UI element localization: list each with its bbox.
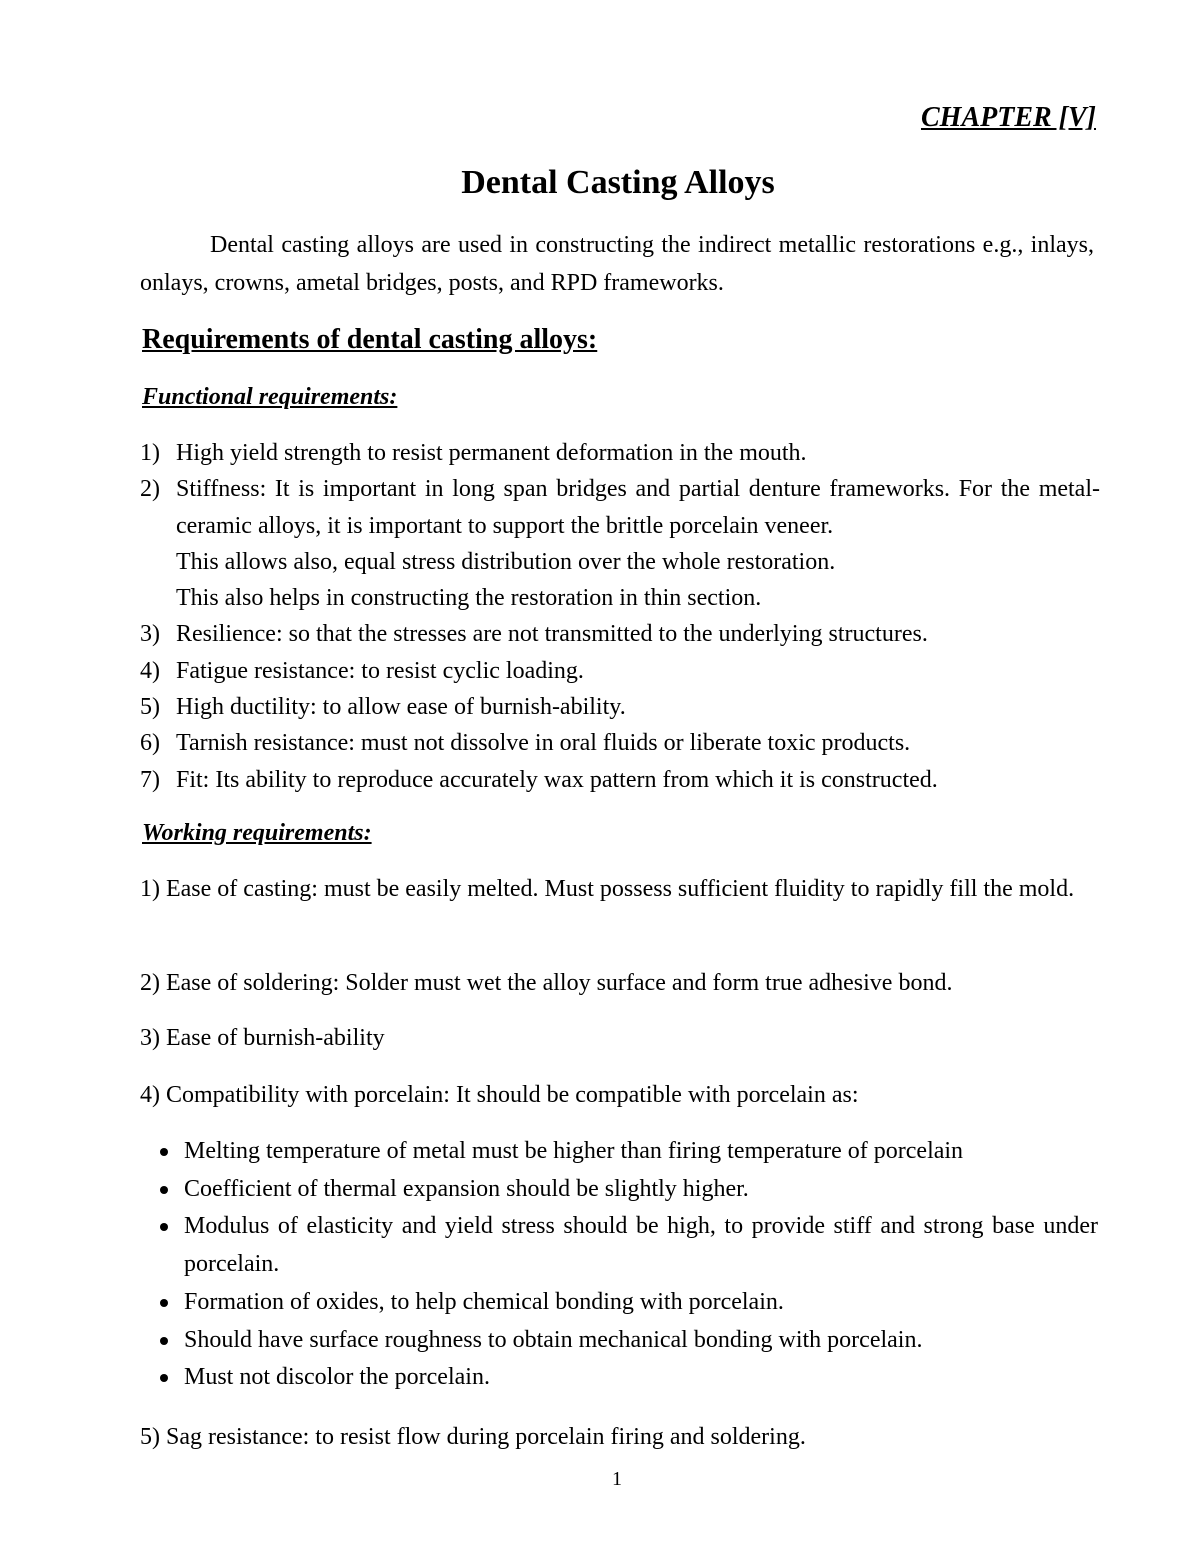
list-item [158,1133,1098,1171]
chapter-label: CHAPTER [V] [920,102,1096,133]
list-item [158,1322,1098,1360]
list-item [140,689,1100,725]
bullet-icon [160,1337,168,1345]
bullet-icon [160,1374,168,1382]
working-item: 4) Compatibility with porcelain: It should be compatible with porcelain as: [140,1082,859,1108]
list-item-text: This also helps in constructing the restoration in thin section. [176,585,762,612]
list-item-text: Fit: Its ability to reproduce accurately wax pattern from which it is constructed. [176,766,938,793]
list-item-text: High yield strength to resist permanent deformation in the mouth. [176,440,807,466]
list-item [158,1359,1098,1397]
list-item-text: Stiffness: It is important in long span bridges and partial denture frameworks. For the metal-ceramic alloys, it is important to support the brittle porcelain veneer. [176,476,1100,539]
list-item [158,1284,1098,1322]
working-item: 3) Ease of burnish-ability [140,1025,385,1051]
bullet-icon [160,1186,168,1194]
bullet-icon [160,1148,168,1156]
list-item-text: Resilience: so that the stresses are not transmitted to the underlying structures. [176,621,928,648]
list-item-number: 1) [140,440,160,466]
intro-paragraph: Dental casting alloys are used in constructing the indirect metallic restorations e.g., inlays, onlays, crowns, ametal bridges, posts, and RPD frameworks. [140,232,1094,296]
list-item-text: Tarnish resistance: must not dissolve in oral fluids or liberate toxic products. [176,730,911,757]
list-item-number: 7) [140,766,160,793]
page-title: Dental Casting Alloys [461,164,775,201]
working-item: 2) Ease of soldering: Solder must wet the alloy surface and form true adhesive bond. [140,970,953,996]
list-item [140,725,1100,761]
list-item-number: 5) [140,694,160,721]
functional-requirements-list [140,435,1100,798]
list-item [158,1208,1098,1283]
bullet-icon [160,1299,168,1307]
list-item [140,471,1100,616]
list-item-text: Coefficient of thermal expansion should be slightly higher. [184,1175,749,1202]
list-item-text: Modulus of elasticity and yield stress should be high, to provide stiff and strong base under porcelain. [184,1213,1098,1278]
list-item-number: 2) [140,476,160,503]
functional-requirements-heading: Functional requirements: [142,384,398,410]
porcelain-compatibility-list [158,1133,1098,1397]
list-item [140,762,1100,798]
list-item-number: 3) [140,621,160,648]
list-item-text: Fatigue resistance: to resist cyclic loading. [176,657,584,684]
list-item-text: This allows also, equal stress distribution over the whole restoration. [176,548,836,575]
page-number: 1 [612,1468,622,1490]
list-item-text: Formation of oxides, to help chemical bonding with porcelain. [184,1288,784,1315]
list-item-text: Melting temperature of metal must be higher than firing temperature of porcelain [184,1138,964,1164]
working-requirements-heading: Working requirements: [142,820,372,846]
working-item: 5) Sag resistance: to resist flow during porcelain firing and soldering. [140,1424,806,1450]
list-item [140,435,1100,471]
list-item [140,616,1100,652]
list-item-text: Must not discolor the porcelain. [184,1364,490,1391]
bullet-icon [160,1223,168,1231]
working-item: 1) Ease of casting: must be easily melted. Must possess sufficient fluidity to rapidly fill the mold. [140,876,1075,902]
requirements-heading: Requirements of dental casting alloys: [142,324,598,355]
list-item-number: 4) [140,657,160,684]
list-item [140,653,1100,689]
list-item-text: Should have surface roughness to obtain mechanical bonding with porcelain. [184,1326,923,1353]
list-item-number: 6) [140,730,160,757]
list-item [158,1171,1098,1209]
list-item-text: High ductility: to allow ease of burnish-ability. [176,694,626,721]
